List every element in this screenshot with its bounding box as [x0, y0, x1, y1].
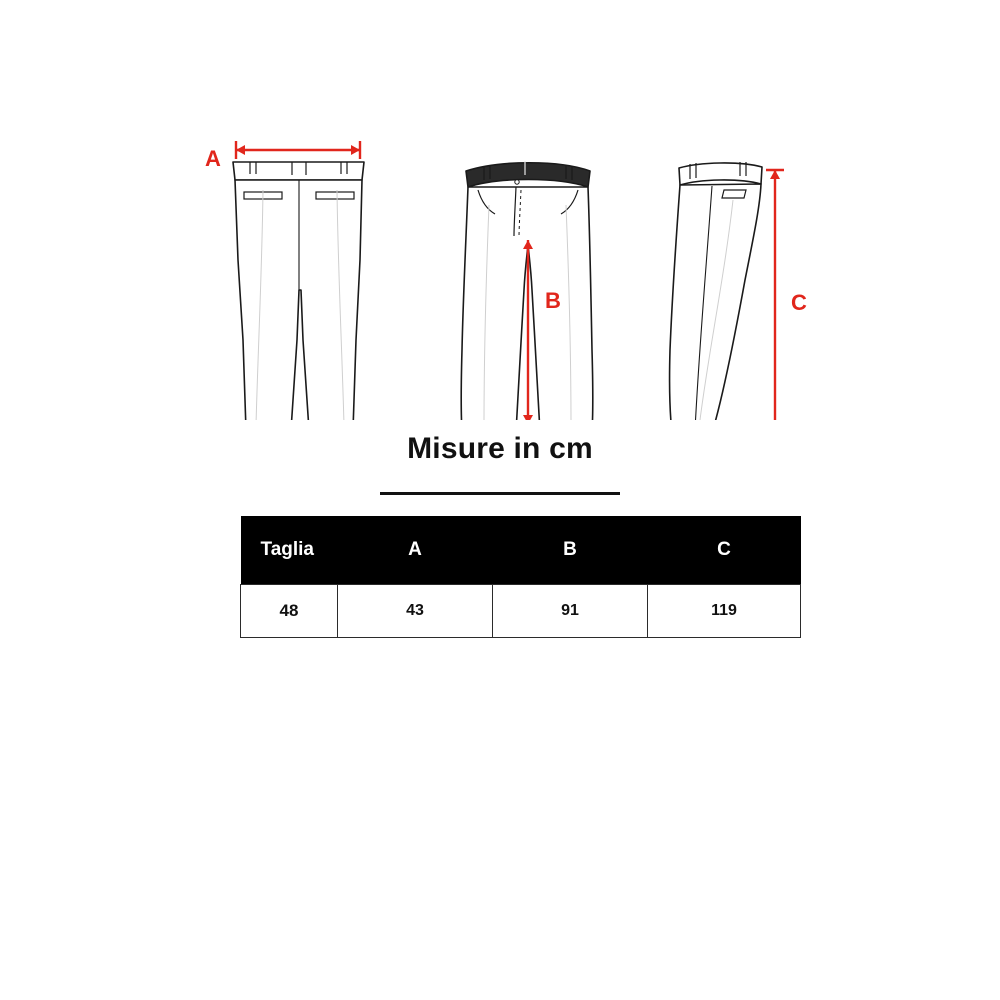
- trousers-back-view: [205, 141, 364, 420]
- trousers-side-view: [670, 162, 807, 420]
- trousers-front-view: [461, 161, 593, 420]
- table-header-taglia: Taglia: [241, 516, 338, 585]
- cell-b: 91: [493, 585, 648, 638]
- garment-diagram: [0, 40, 1000, 420]
- size-table: [240, 516, 801, 638]
- measure-c-arrow: [766, 170, 784, 420]
- table-header-row: [241, 516, 801, 585]
- cell-c: 119: [648, 585, 801, 638]
- table-header-a: A: [338, 516, 493, 585]
- measure-label-a: A: [205, 146, 221, 171]
- table-header-c: C: [648, 516, 801, 585]
- cell-a: 43: [338, 585, 493, 638]
- table-row: [241, 585, 801, 638]
- measure-label-b: B: [545, 288, 561, 313]
- title-divider: [380, 492, 620, 495]
- page-title: Misure in cm: [407, 432, 593, 465]
- table-header-b: B: [493, 516, 648, 585]
- measure-label-c: C: [791, 290, 807, 315]
- cell-taglia: 48: [241, 585, 338, 638]
- measure-a-arrow: [236, 141, 360, 159]
